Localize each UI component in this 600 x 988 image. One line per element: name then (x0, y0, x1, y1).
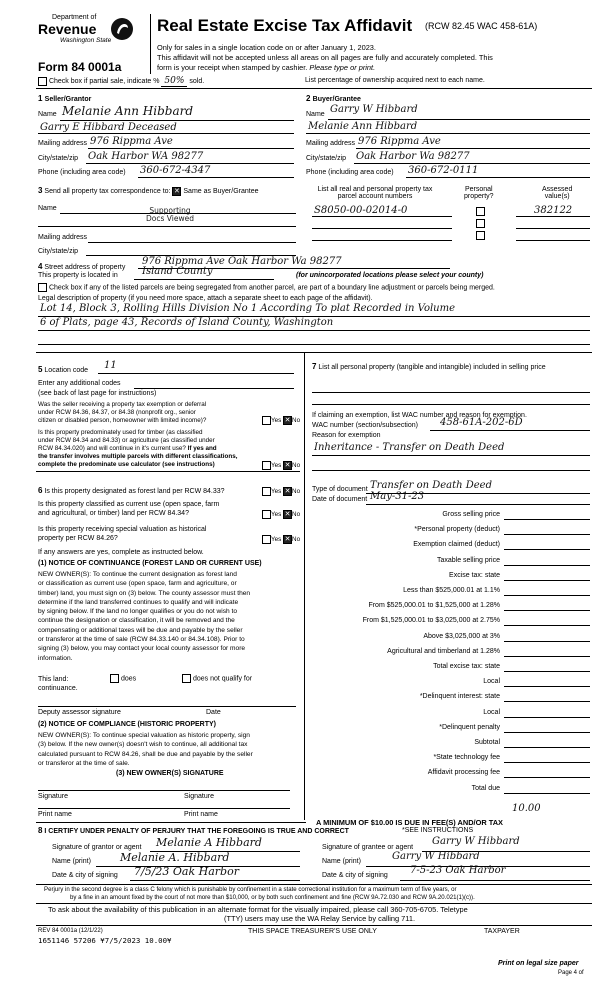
notice2_lines-line: or transferor at the time of sale. (38, 759, 130, 767)
buyer-name-label: Name (306, 111, 325, 118)
county-input[interactable]: Island County (142, 266, 213, 277)
seller-city-label: City/state/zip (38, 155, 79, 162)
seller-phone-label: Phone (including area code) (38, 169, 126, 176)
buyer-phone-label: Phone (including area code) (306, 169, 394, 176)
section3-number: 3 (38, 186, 43, 195)
legal-description-line2[interactable]: 6 of Plats, page 43, Records of Island County, Washington (40, 317, 334, 328)
grantor-print-label: Name (print) (52, 858, 91, 865)
fee-row-label: Affidavit processing fee (427, 769, 500, 777)
header-note-1: Only for sales in a single location code on or after January 1, 2023. (157, 43, 376, 52)
notice-continuance-body (38, 570, 250, 663)
fee-row-label: From $525,000.01 to $1,525,000 at 1.28% (368, 602, 500, 610)
this-land-label: This land: (38, 676, 69, 683)
location-code-row (38, 365, 88, 374)
assessed-head1: Assessed (542, 186, 573, 193)
does-not-row (182, 674, 252, 683)
current-use-no-label: No (292, 511, 301, 519)
section3-row (38, 186, 258, 196)
certify-row (38, 826, 349, 835)
notice1_lines-line: or classification as current use (open space, farm and agriculture, or (38, 580, 237, 588)
parcel-head2: parcel account numbers (337, 193, 413, 200)
taxpayer-label: TAXPAYER (484, 928, 520, 935)
fee-row-label: Gross selling price (442, 511, 500, 518)
notice1_lines-line: information. (38, 654, 73, 662)
logo-swirl-icon (110, 16, 134, 42)
timber-yes-checkbox[interactable] (262, 461, 271, 470)
page-number: Page 4 of (558, 970, 584, 976)
fee-row-input[interactable] (504, 625, 590, 626)
fee-row-input[interactable] (504, 762, 590, 763)
forest-yes-no (262, 487, 300, 496)
buyer-city-label: City/state/zip (306, 155, 347, 162)
deputy-assessor-label: Deputy assessor signature (38, 709, 121, 716)
fee-row-input[interactable] (504, 732, 590, 733)
notice1_lines-line: timber) land, you must sign on (3) below. The county assessor must then (38, 589, 251, 597)
fee-row-input[interactable] (504, 641, 590, 642)
owner-print-name-label-1: Print name (38, 811, 72, 818)
legal-description-line1[interactable]: Lot 14, Block 3, Rolling Hills Division No 1 According To plat Recorded in Volume (40, 303, 456, 314)
seller-name2-input[interactable]: Garry E Hibbard Deceased (40, 122, 177, 133)
parcel-number-input[interactable]: S8050-00-02014-0 (314, 205, 408, 216)
form-number: Form 84 0001a (38, 60, 122, 74)
section4-number: 4 (38, 262, 43, 271)
exemption-yes-label: Yes (271, 417, 282, 425)
notice1_lines-line: compensating or additional taxes will be due and payable by the seller (38, 626, 243, 634)
unincorporated-note: (for unincorporated locations please select your county) (296, 272, 484, 279)
assessed-value-input[interactable]: 382122 (534, 205, 573, 216)
additional-codes-label: Enter any additional codes (38, 380, 121, 387)
parcel-head1: List all real and personal property tax (317, 186, 433, 193)
section3-name-label: Name (38, 205, 57, 212)
notice2_lines-line: calculated pursuant to RCW 84.26, shall be due and payable by the seller (38, 750, 253, 758)
revision-note: REV 84 0001a (12/1/22) (38, 928, 103, 934)
location-code-label: Location code (44, 367, 88, 374)
section3-address-label: Mailing address (38, 234, 88, 241)
fee-row-label: *Delinquent penalty (439, 723, 500, 731)
buyer-name2-input[interactable]: Melanie Ann Hibbard (308, 121, 418, 132)
notice1_lines-line: determine if the land transferred continues to qualify and will indicate (38, 598, 239, 606)
total-due-input[interactable]: 10.00 (512, 803, 541, 814)
owner-signature-label-1: Signature (38, 793, 68, 800)
form-title: Real Estate Excise Tax Affidavit (157, 16, 413, 35)
notice1_lines-line: NEW OWNER(S): To continue the current designation as forest land (38, 571, 237, 578)
section6-number: 6 (38, 486, 43, 495)
fee-row-input[interactable] (504, 534, 590, 535)
notice1_lines-line: by signing below. If the land no longer qualifies or you do not wish to (38, 608, 238, 616)
fee-row-label: Subtotal (474, 739, 500, 746)
same-as-buyer-checkbox[interactable]: ✕ (174, 187, 180, 195)
new-owner-signature-heading: (3) NEW OWNER(S) SIGNATURE (116, 770, 224, 777)
treasurer-use-note: THIS SPACE TREASURER'S USE ONLY (248, 928, 377, 935)
historic-q-l1: Is this property receiving special valuation as historical (38, 526, 207, 533)
current-use-yes-no (262, 510, 300, 519)
document-date-input[interactable]: May-31-23 (370, 491, 425, 502)
notice2_lines-line: (3) below. If the new owner(s) doesn't wish to continue, all additional tax (38, 741, 248, 749)
buyer-address-label: Mailing address (306, 140, 356, 147)
fee-row-label: Above $3,025,000 at 3% (423, 632, 500, 640)
section5-number: 5 (38, 365, 43, 374)
legal-paper-note: Print on legal size paper (498, 960, 579, 967)
grantor-print-input[interactable]: Melanie A. Hibbard (120, 851, 230, 864)
exemption-no-checkbox[interactable]: ✕ (284, 417, 291, 424)
same-as-buyer-label: Same as Buyer/Grantee (183, 188, 259, 195)
notice1_lines-line: continue the designation or classification, it will be removed and the (38, 617, 235, 625)
fee-row-label: *Delinquent interest: state (419, 693, 500, 701)
exemption-q-l2: under RCW 84.36, 84.37, or 84.38 (nonprofit org., senior (38, 409, 196, 416)
header-note-3 (157, 63, 375, 72)
fee-row-input[interactable] (504, 747, 590, 748)
personal-property-checkbox-1[interactable] (476, 207, 485, 216)
timber-q-l1: Is this property predominately used for timber (as classified (38, 429, 203, 436)
historic-no-label: No (292, 536, 301, 544)
segregated-label: Check box if any of the listed parcels are being segregated from another parcel, are part of a boundary line adjustment or parcels being merged. (48, 284, 495, 292)
document-type-label: Type of document (312, 486, 368, 493)
agency-line3: Washington State (60, 37, 112, 44)
dor-logo (38, 14, 134, 58)
exemption-no-label: No (292, 417, 301, 425)
minimum-due-note: A MINIMUM OF $10.00 IS DUE IN FEE(S) AND/OR TAX (316, 818, 503, 827)
header-note-3-text: form is your receipt when stamped by cashier. (157, 63, 308, 72)
fee-row-input[interactable] (504, 580, 590, 581)
agency-line2: Revenue (38, 21, 97, 37)
current-use-yes-label: Yes (271, 511, 282, 519)
seller-phone-input[interactable]: 360-672-4347 (140, 165, 211, 176)
timber-q-l4: the transfer involves multiple parcels with different classifications, (38, 453, 238, 460)
accessibility-note-1: To ask about the availability of this publication in an alternate format for the visually impaired, please call 360-705-6705. Teletype (48, 905, 468, 914)
fee-row-label: *State technology fee (433, 754, 500, 762)
assessed-header (542, 186, 572, 200)
fee-row-label: Less than $525,000.01 at 1.1% (403, 587, 500, 594)
grantee-print-input[interactable]: Garry W Hibbard (392, 851, 480, 862)
timber-q-l5: complete the predominate use calculator (see instructions) (38, 461, 215, 468)
personal-head1: Personal (464, 186, 493, 193)
fee-row-input[interactable] (504, 777, 590, 778)
buyer-address-input[interactable]: 976 Rippma Ave (358, 136, 441, 147)
document-date-label: Date of document (312, 496, 368, 503)
fee-row-label: Total due (471, 784, 500, 792)
partial-sale-label: Check box if partial sale, indicate % (48, 78, 160, 85)
fee-row-label: Taxable selling price (436, 556, 500, 564)
segregated-checkbox[interactable] (38, 283, 47, 292)
fee-row-input[interactable] (504, 610, 590, 611)
fee-row-input[interactable] (504, 656, 590, 657)
grantee-signature-input[interactable]: Garry W Hibbard (432, 836, 520, 847)
grantor-date-input[interactable]: 7/5/23 Oak Harbor (134, 865, 239, 878)
seller-city-input[interactable]: Oak Harbor WA 98277 (88, 151, 204, 162)
fee-row-input[interactable] (504, 701, 590, 702)
does-qualify-checkbox[interactable] (110, 674, 119, 683)
section7-row (312, 362, 590, 372)
notice-compliance-heading: (2) NOTICE OF COMPLIANCE (HISTORIC PROPERTY) (38, 721, 216, 728)
fee-row-input[interactable] (504, 793, 590, 794)
forest-question: Is this property designated as forest land per RCW 84.33? (44, 488, 225, 495)
seller-name-label: Name (38, 111, 57, 118)
header-note-2: This affidavit will not be accepted unless all areas on all pages are fully and accurately completed. This (157, 53, 493, 62)
certify-statement: I CERTIFY UNDER PENALTY OF PERJURY THAT THE FOREGOING IS TRUE AND CORRECT (44, 828, 349, 835)
fee-row-input[interactable] (504, 595, 590, 596)
fee-row-input[interactable] (504, 565, 590, 566)
grantee-signature-label: Signature of grantee or agent (322, 844, 414, 851)
document-type-input[interactable]: Transfer on Death Deed (370, 480, 492, 491)
buyer-phone-input[interactable]: 360-672-0111 (408, 165, 479, 176)
fee-row-label: From $1,525,000.01 to $3,025,000 at 2.75% (362, 617, 500, 625)
exemption-yes-no (262, 416, 300, 425)
current-use-q-l2: and agricultural, or timber) land per RCW 84.34? (38, 510, 189, 517)
timber-no-checkbox[interactable]: ✕ (284, 462, 291, 469)
reason-exemption-label: Reason for exemption (312, 432, 381, 439)
perjury-note-1: Perjury in the second degree is a class C felony which is punishable by confinement in a state correctional institution for a maximum term of five years, or (44, 886, 457, 893)
buyer-heading: 2 Buyer/Grantee (306, 94, 361, 103)
forest-q-row (38, 486, 225, 495)
wac-number-input[interactable]: 458-61A-202-6D (440, 417, 523, 428)
timber-q-l2: under RCW 84.34 and 84.33) or agriculture (as classified under (38, 437, 215, 444)
accessibility-note-2: (TTY) users may use the WA Relay Service by calling 711. (224, 914, 415, 923)
owner-signature-label-2: Signature (184, 793, 214, 800)
personal-head2: property? (464, 193, 494, 200)
street-address-input[interactable]: 976 Rippma Ave Oak Harbor Wa 98277 (142, 256, 342, 267)
grantor-signature-label: Signature of grantor or agent (52, 844, 142, 851)
fee-row-label: Total excise tax: state (433, 663, 500, 670)
grantee-date-label: Date & city of signing (322, 872, 388, 879)
fee-row-label: Local (483, 678, 500, 686)
personal-property-checkbox-2[interactable] (476, 219, 485, 228)
located-in-label: This property is located in (38, 272, 118, 279)
section8-number: 8 (38, 826, 43, 835)
see-instructions-note: *SEE INSTRUCTIONS (402, 827, 474, 834)
supporting-docs-stamp: Supporting Docs Viewed (146, 206, 194, 223)
grantee-date-input[interactable]: 7-5-23 Oak Harbor (410, 865, 506, 876)
buyer-name-input[interactable]: Garry W Hibbard (330, 104, 418, 115)
personal-property-label: List all personal property (tangible and intangible) included in selling price (318, 364, 546, 371)
does-label: does (120, 675, 137, 683)
forest-no-label: No (292, 488, 301, 496)
exemption-claim-note: If claiming an exemption, list WAC number and reason for exemption. (312, 412, 527, 419)
grantee-print-label: Name (print) (322, 858, 361, 865)
historic-no-checkbox[interactable]: ✕ (284, 536, 291, 543)
timber-q-l3 (38, 445, 217, 452)
seller-heading: 1 Seller/Grantor (38, 94, 92, 103)
personal-header (464, 186, 494, 200)
historic-q-l2: property per RCW 84.26? (38, 535, 118, 542)
historic-yes-no (262, 535, 300, 544)
header-note-3-italic: Please type or print. (309, 63, 376, 72)
wac-number-label: WAC number (section/subsection) (312, 422, 418, 429)
timber-yes-label: Yes (271, 462, 282, 470)
timber-no-label: No (292, 462, 301, 470)
timber-q-l3-text: RCW 84.34.020) and will continue in it's current use? (38, 445, 186, 452)
fee-row-input[interactable] (504, 686, 590, 687)
current-use-yes-checkbox[interactable] (262, 510, 271, 519)
exemption-q-l1: Was the seller receiving a property tax exemption or deferral (38, 401, 207, 408)
notice2_lines-line: NEW OWNER(S): To continue special valuation as historic property, sign (38, 732, 250, 739)
current-use-no-checkbox[interactable]: ✕ (284, 511, 291, 518)
deputy-date-label: Date (206, 709, 221, 716)
forest-yes-checkbox[interactable] (262, 487, 271, 496)
forest-yes-label: Yes (271, 488, 282, 496)
agency-line1: Department of (52, 14, 97, 21)
timber-yes-no (262, 461, 300, 470)
does-not-label: does not qualify for (192, 675, 253, 683)
owner-print-name-label-2: Print name (184, 811, 218, 818)
sold-label: sold. (189, 78, 205, 85)
partial-sale-checkbox[interactable] (38, 77, 47, 86)
cashier-stamp: 1651146 57206 ¥7/5/2023 10.00¥ (38, 936, 172, 945)
location-code-input[interactable]: 11 (104, 360, 117, 371)
buyer-heading-text: Buyer/Grantee (312, 96, 361, 103)
fee-row-input[interactable] (504, 549, 590, 550)
rcw-ref: (RCW 82.45 WAC 458-61A) (425, 21, 538, 31)
street-address-label: Street address of property (44, 264, 126, 271)
reason-exemption-input[interactable]: Inheritance - Transfer on Death Deed (314, 442, 505, 453)
fee-row-label: Local (483, 708, 500, 716)
fee-row-label: Agricultural and timberland at 1.28% (387, 647, 500, 655)
partial-sale-value[interactable]: 50% (161, 76, 187, 87)
section4-row (38, 262, 125, 271)
grantor-date-label: Date & city of signing (52, 872, 118, 879)
exemption-q-l3: citizen or disabled person, homeowner with limited income)? (38, 417, 207, 424)
seller-heading-text: Seller/Grantor (44, 96, 92, 103)
notice1_lines-line: signing (3) below, you may contact your local county assessor for more (38, 645, 246, 653)
continuance-label: continuance. (38, 685, 78, 692)
perjury-note-2: by a fine in an amount fixed by the court of not more than $10,000, or by both such confinement and fine (RCW 9A.72.030 and RCW 9A.20.021(1)(c)). (70, 894, 475, 901)
forest-no-checkbox[interactable]: ✕ (284, 488, 291, 495)
historic-yes-checkbox[interactable] (262, 535, 271, 544)
notice1_lines-line: or transferor at the time of sale (RCW 84.33.140 or 84.34.108). Prior to (38, 636, 245, 644)
section7-number: 7 (312, 362, 317, 371)
segregated-row (38, 283, 495, 292)
historic-yes-label: Yes (271, 536, 282, 544)
notice-continuance-heading: (1) NOTICE OF CONTINUANCE (FOREST LAND OR CURRENT USE) (38, 560, 262, 567)
exemption-yes-checkbox[interactable] (262, 416, 271, 425)
timber-q-l3-bold: If yes and (187, 445, 217, 452)
section3-city-label: City/state/zip (38, 248, 79, 255)
current-use-q-l1: Is this property classified as current use (open space, farm (38, 501, 220, 508)
seller-address-input[interactable]: 976 Rippma Ave (90, 136, 173, 147)
fee-row-label: *Personal property (deduct) (414, 526, 500, 534)
notice-compliance-body (38, 731, 253, 768)
does-not-qualify-checkbox[interactable] (182, 674, 191, 683)
fee-row-input[interactable] (504, 671, 590, 672)
legal-description-label: Legal description of property (if you need more space, attach a separate sheet to each page of the affidavit). (38, 295, 373, 302)
fee-row-label: Excise tax: state (449, 571, 500, 579)
grantor-signature-input[interactable]: Melanie A Hibbard (156, 836, 262, 849)
seller-address-label: Mailing address (38, 140, 88, 147)
fee-row-input[interactable] (504, 717, 590, 718)
fee-row-label: Exemption claimed (deduct) (413, 541, 500, 549)
does-row (110, 674, 136, 683)
seller-name-input[interactable]: Melanie Ann Hibbard (62, 104, 194, 118)
buyer-city-input[interactable]: Oak Harbor Wa 98277 (356, 151, 470, 162)
assessed-head2: value(s) (544, 193, 570, 200)
see-back-note: (see back of last page for instructions) (38, 390, 157, 397)
section3-label: Send all property tax correspondence to: (44, 188, 171, 195)
if-yes-note: If any answers are yes, complete as instructed below. (38, 549, 204, 556)
parcel-header (312, 186, 438, 200)
personal-property-checkbox-3[interactable] (476, 231, 485, 240)
partial-sale-row (38, 76, 204, 86)
ownership-note: List percentage of ownership acquired next to each name. (305, 77, 485, 84)
fee-row-input[interactable] (504, 519, 590, 520)
